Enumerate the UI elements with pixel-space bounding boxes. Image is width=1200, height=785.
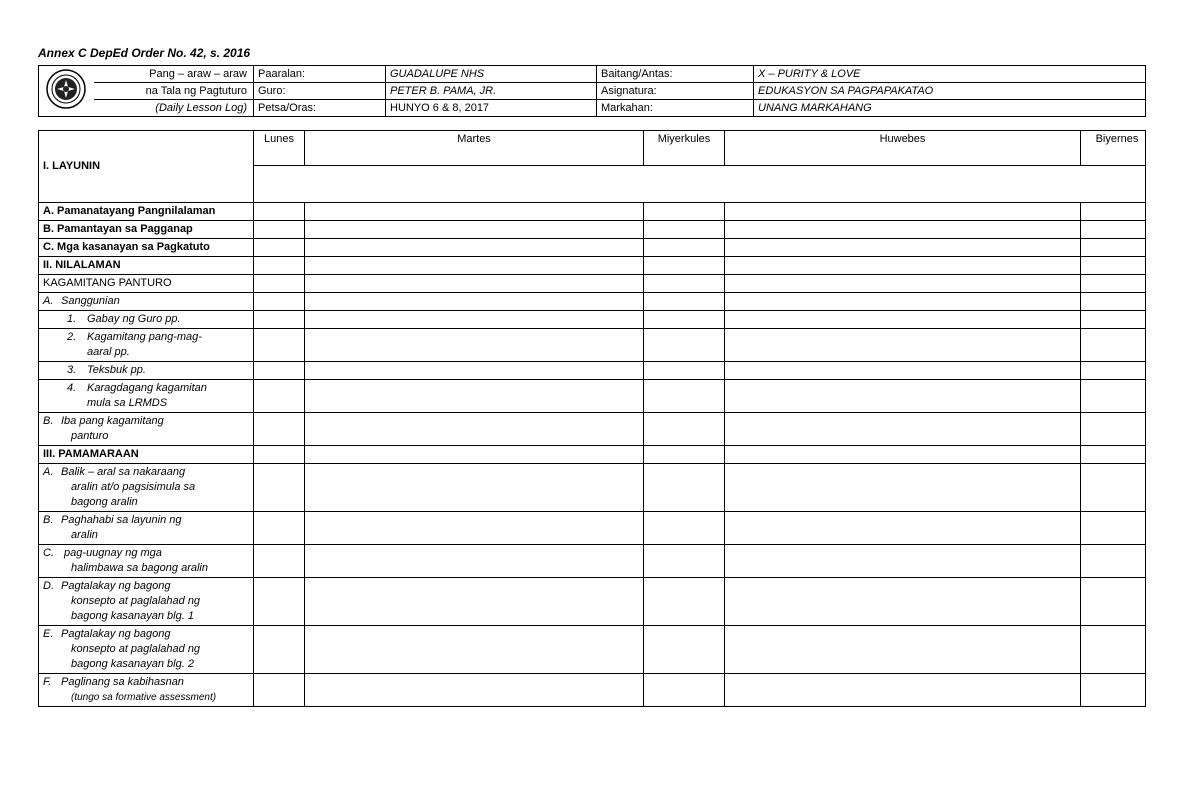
cell[interactable] xyxy=(305,464,644,512)
cell[interactable] xyxy=(725,512,1081,545)
cell[interactable] xyxy=(305,203,644,221)
cell[interactable] xyxy=(305,512,644,545)
cell[interactable] xyxy=(1081,203,1146,221)
cell[interactable] xyxy=(254,512,305,545)
cell[interactable] xyxy=(725,674,1081,707)
cell[interactable] xyxy=(305,362,644,380)
markahan-value: UNANG MARKAHANG xyxy=(754,100,1146,117)
cell[interactable] xyxy=(644,221,725,239)
cell[interactable] xyxy=(725,275,1081,293)
iba-pang-kagamitang-label: B. Iba pang kagamitang panturo xyxy=(39,413,254,446)
cell[interactable] xyxy=(1081,239,1146,257)
cell[interactable] xyxy=(254,257,305,275)
cell[interactable] xyxy=(254,626,305,674)
cell[interactable] xyxy=(254,413,305,446)
header-table xyxy=(38,65,1146,117)
cell[interactable] xyxy=(644,380,725,413)
cell[interactable] xyxy=(644,293,725,311)
pag-uugnay-label: C. pag-uugnay ng mga halimbawa sa bagong aralin xyxy=(39,545,254,578)
deped-seal xyxy=(39,66,94,117)
cell[interactable] xyxy=(1081,380,1146,413)
cell[interactable] xyxy=(644,329,725,362)
day-header-huwebes: Huwebes xyxy=(725,131,1081,166)
balik-aral-label: A. Balik – aral sa nakaraang aralin at/o pagsisimula sa bagong aralin xyxy=(39,464,254,512)
cell[interactable] xyxy=(644,362,725,380)
cell[interactable] xyxy=(1081,257,1146,275)
cell[interactable] xyxy=(305,413,644,446)
cell[interactable] xyxy=(725,578,1081,626)
cell[interactable] xyxy=(644,464,725,512)
petsa-label: Petsa/Oras: xyxy=(254,100,386,117)
cell[interactable] xyxy=(254,293,305,311)
cell[interactable] xyxy=(644,257,725,275)
cell[interactable] xyxy=(254,578,305,626)
cell[interactable] xyxy=(644,311,725,329)
cell[interactable] xyxy=(254,545,305,578)
cell[interactable] xyxy=(1081,512,1146,545)
cell[interactable] xyxy=(305,221,644,239)
paghahabi-label: B. Paghahabi sa layunin ng aralin xyxy=(39,512,254,545)
cell[interactable] xyxy=(1081,221,1146,239)
cell[interactable] xyxy=(1081,362,1146,380)
cell[interactable] xyxy=(305,578,644,626)
day-header-lunes: Lunes xyxy=(254,131,305,166)
teksbuk-label: 3. Teksbuk pp. xyxy=(39,362,254,380)
asignatura-value: EDUKASYON SA PAGPAPAKATAO xyxy=(754,83,1146,100)
cell[interactable] xyxy=(1081,674,1146,707)
cell[interactable] xyxy=(1081,329,1146,362)
day-header-biyernes: Biyernes xyxy=(1081,131,1146,166)
gabay-label: 1. Gabay ng Guro pp. xyxy=(39,311,254,329)
row-b-label: B. Pamantayan sa Pagganap xyxy=(39,221,254,239)
cell[interactable] xyxy=(725,362,1081,380)
paglinang-label: F. Paglinang sa kabihasnan (tungo sa formative assessment) xyxy=(39,674,254,707)
baitang-value: X – PURITY & LOVE xyxy=(754,66,1146,83)
cell[interactable] xyxy=(725,464,1081,512)
cell[interactable] xyxy=(725,311,1081,329)
cell[interactable] xyxy=(725,380,1081,413)
cell[interactable] xyxy=(644,674,725,707)
cell[interactable] xyxy=(1081,275,1146,293)
cell[interactable] xyxy=(254,674,305,707)
seal-icon xyxy=(46,69,86,109)
cell[interactable] xyxy=(1081,293,1146,311)
cell[interactable] xyxy=(305,275,644,293)
cell[interactable] xyxy=(725,446,1081,464)
cell[interactable] xyxy=(644,203,725,221)
day-header-miyerkules: Miyerkules xyxy=(644,131,725,166)
paaralan-label: Paaralan: xyxy=(254,66,386,83)
cell[interactable] xyxy=(644,626,725,674)
cell[interactable] xyxy=(725,329,1081,362)
row-a-label: A. Pamanatayang Pangnilalaman xyxy=(39,203,254,221)
pagtalakay-2-label: E. Pagtalakay ng bagong konsepto at paglalahad ng bagong kasanayan blg. 2 xyxy=(39,626,254,674)
cell[interactable] xyxy=(1081,311,1146,329)
cell[interactable] xyxy=(254,239,305,257)
title-line-1: Pang – araw – araw xyxy=(94,66,254,83)
cell[interactable] xyxy=(254,311,305,329)
sanggunian-label: A. Sanggunian xyxy=(39,293,254,311)
cell[interactable] xyxy=(725,413,1081,446)
kagamitang-heading: KAGAMITANG PANTURO xyxy=(39,275,254,293)
cell[interactable] xyxy=(305,380,644,413)
guro-value: PETER B. PAMA, JR. xyxy=(386,83,597,100)
cell[interactable] xyxy=(305,257,644,275)
markahan-label: Markahan: xyxy=(597,100,754,117)
cell[interactable] xyxy=(1081,446,1146,464)
row-c-label: C. Mga kasanayan sa Pagkatuto xyxy=(39,239,254,257)
cell[interactable] xyxy=(644,413,725,446)
kagamitang-pang-mag-aaral-label: 2. Kagamitang pang-mag- aaral pp. xyxy=(39,329,254,362)
cell[interactable] xyxy=(1081,578,1146,626)
cell[interactable] xyxy=(725,203,1081,221)
cell[interactable] xyxy=(725,293,1081,311)
cell[interactable] xyxy=(1081,413,1146,446)
annex-title: Annex C DepEd Order No. 42, s. 2016 xyxy=(38,46,251,60)
cell[interactable] xyxy=(254,446,305,464)
cell[interactable] xyxy=(725,257,1081,275)
cell[interactable] xyxy=(1081,464,1146,512)
cell[interactable] xyxy=(254,275,305,293)
cell[interactable] xyxy=(254,329,305,362)
cell[interactable] xyxy=(644,545,725,578)
cell[interactable] xyxy=(305,545,644,578)
cell[interactable] xyxy=(254,464,305,512)
guro-label: Guro: xyxy=(254,83,386,100)
cell[interactable] xyxy=(305,311,644,329)
cell[interactable] xyxy=(644,512,725,545)
pagtalakay-1-label: D. Pagtalakay ng bagong konsepto at paglalahad ng bagong kasanayan blg. 1 xyxy=(39,578,254,626)
paaralan-value: GUADALUPE NHS xyxy=(386,66,597,83)
cell[interactable] xyxy=(254,203,305,221)
cell[interactable] xyxy=(725,221,1081,239)
cell[interactable] xyxy=(644,446,725,464)
cell[interactable] xyxy=(644,239,725,257)
cell[interactable] xyxy=(1081,626,1146,674)
pamamaraan-heading: III. PAMAMARAAN xyxy=(39,446,254,464)
cell[interactable] xyxy=(305,293,644,311)
cell[interactable] xyxy=(305,239,644,257)
cell[interactable] xyxy=(305,329,644,362)
cell[interactable] xyxy=(1081,545,1146,578)
cell[interactable] xyxy=(725,545,1081,578)
cell[interactable] xyxy=(305,626,644,674)
nilalaman-heading: II. NILALAMAN xyxy=(39,257,254,275)
cell[interactable] xyxy=(254,362,305,380)
layunin-cell[interactable] xyxy=(254,166,1146,203)
cell[interactable] xyxy=(644,578,725,626)
cell[interactable] xyxy=(305,446,644,464)
cell[interactable] xyxy=(305,674,644,707)
cell[interactable] xyxy=(725,239,1081,257)
cell[interactable] xyxy=(254,221,305,239)
cell[interactable] xyxy=(725,626,1081,674)
cell[interactable] xyxy=(254,380,305,413)
karagdagang-kagamitan-label: 4. Karagdagang kagamitan mula sa LRMDS xyxy=(39,380,254,413)
baitang-label: Baitang/Antas: xyxy=(597,66,754,83)
lesson-log-table xyxy=(38,130,1146,707)
title-line-2: na Tala ng Pagtuturo xyxy=(94,83,254,100)
day-header-martes: Martes xyxy=(305,131,644,166)
petsa-value: HUNYO 6 & 8, 2017 xyxy=(386,100,597,117)
layunin-heading: I. LAYUNIN xyxy=(39,131,254,203)
asignatura-label: Asignatura: xyxy=(597,83,754,100)
cell[interactable] xyxy=(644,275,725,293)
title-line-3: (Daily Lesson Log) xyxy=(94,100,254,117)
